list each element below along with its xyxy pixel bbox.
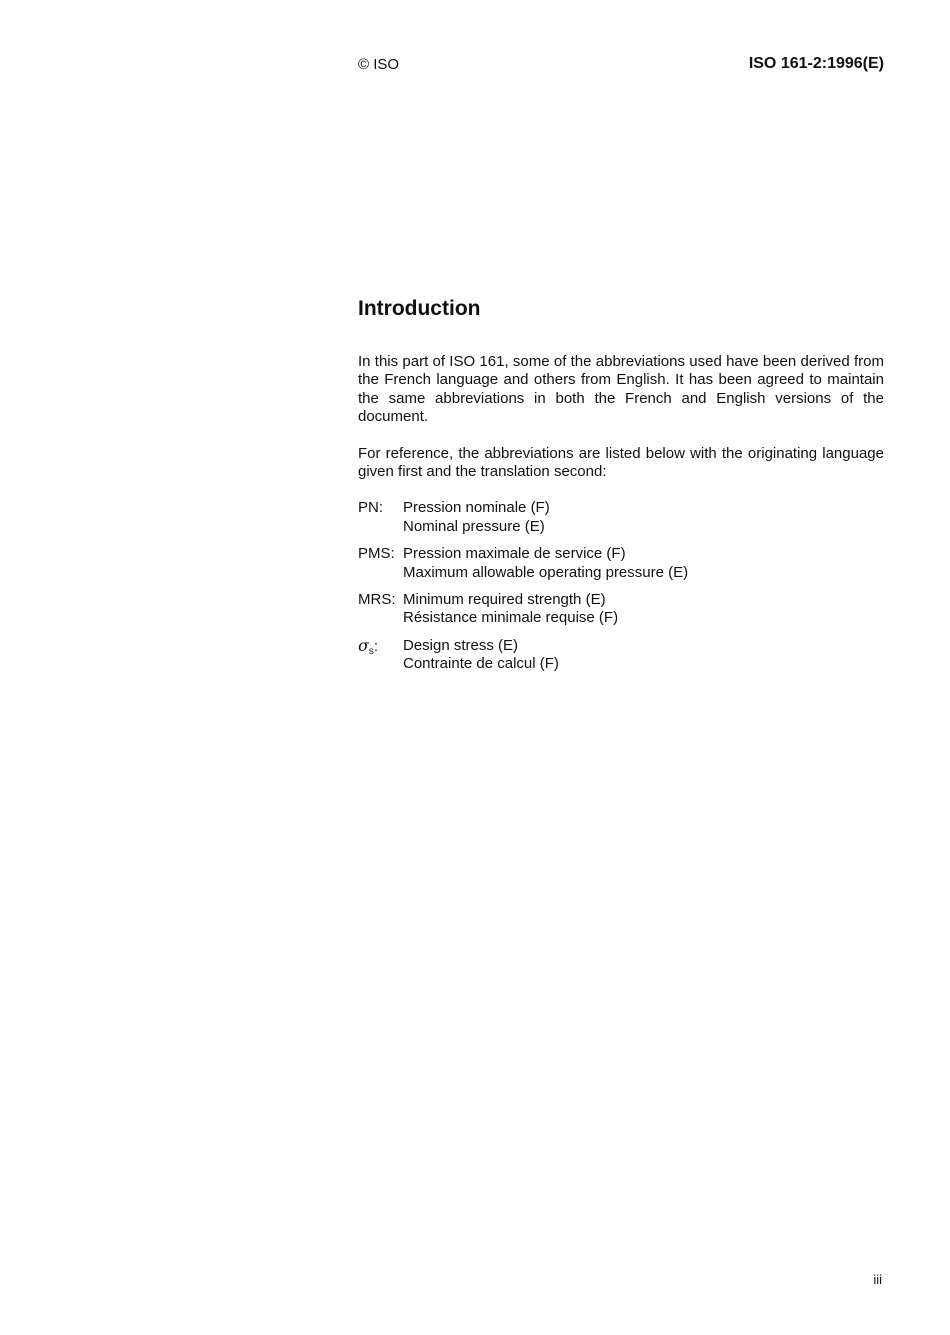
abbreviation-item-pn (358, 499, 884, 536)
paragraph-reference-note: For reference, the abbreviations are listed below with the originating language given first and the translation second: (358, 444, 884, 481)
abbreviation-list (358, 499, 884, 673)
abbreviation-item-pms (358, 545, 884, 582)
document-id-header: ISO 161-2:1996(E) (748, 55, 884, 72)
term-colon: : (373, 637, 379, 655)
abbreviation-definition-translation: Maximum allowable operating pressure (E) (403, 563, 689, 581)
abbreviation-definition-original: Pression maximale de service (F) (403, 545, 626, 563)
abbreviation-definitions (403, 545, 688, 582)
abbreviation-term: MRS: (358, 591, 396, 609)
section-title: Introduction (358, 297, 481, 320)
sigma-subscript: s (368, 645, 374, 657)
abbreviation-term-symbol (358, 637, 403, 674)
page-number: iii (873, 1272, 882, 1287)
copyright-header: © ISO (358, 56, 400, 73)
abbreviation-item-sigma-s (358, 637, 884, 674)
abbreviation-definition-original: Minimum required strength (E) (403, 591, 606, 609)
abbreviation-term: PMS: (358, 545, 395, 563)
abbreviation-definitions (403, 637, 559, 674)
sigma-symbol: σ (358, 635, 369, 655)
abbreviation-term: PN: (358, 499, 384, 517)
abbreviation-definition-translation: Nominal pressure (E) (403, 517, 545, 535)
abbreviation-definitions (403, 591, 618, 628)
abbreviation-definition-translation: Résistance minimale requise (F) (403, 609, 619, 627)
introduction-section (358, 296, 884, 683)
abbreviation-definition-translation: Contrainte de calcul (F) (403, 655, 559, 673)
abbreviation-definition-original: Pression nominale (F) (403, 499, 550, 517)
paragraph-abbreviation-origin: In this part of ISO 161, some of the abbreviations used have been derived from the French language and others from English. It has been agreed to maintain the same abbreviations in both the French and English versions of the document. (358, 353, 884, 426)
abbreviation-definition-original: Design stress (E) (403, 636, 519, 654)
abbreviation-item-mrs (358, 591, 884, 628)
abbreviation-definitions (403, 499, 550, 536)
